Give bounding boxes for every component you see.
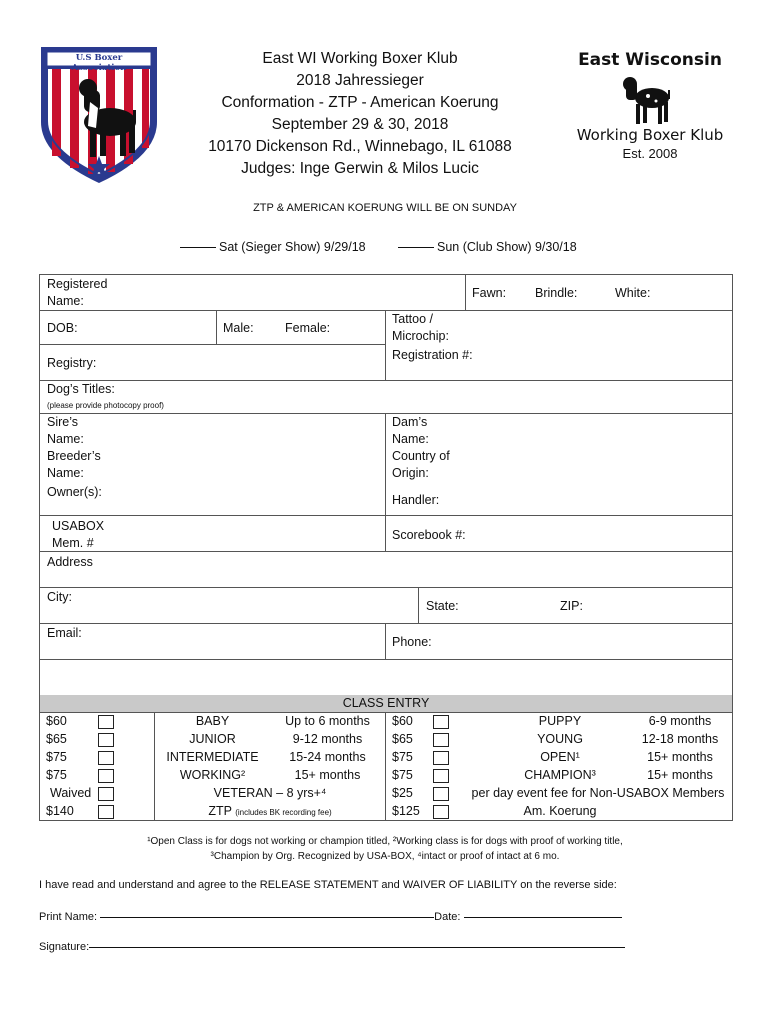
sunday-notice: ZTP & AMERICAN KOERUNG WILL BE ON SUNDAY xyxy=(253,202,517,214)
white-label: White: xyxy=(615,286,651,300)
class-fee-left-1: $65 xyxy=(46,732,67,746)
sat-show-blank[interactable] xyxy=(180,247,216,248)
owners-label: Owner(s): xyxy=(47,485,102,499)
class-fee-right-4: $25 xyxy=(392,786,413,800)
checkbox-baby[interactable] xyxy=(98,715,114,729)
class-name-puppy: PUPPY xyxy=(538,714,582,728)
class-age-champion: 15+ months xyxy=(647,768,713,782)
ewwbk-logo-est: Est. 2008 xyxy=(622,146,678,161)
event-fee-description: per day event fee for Non-USABOX Members xyxy=(471,786,725,800)
dob-label: DOB: xyxy=(47,321,78,335)
checkbox-koerung[interactable] xyxy=(433,805,449,819)
handler-label: Handler: xyxy=(392,493,440,507)
zip-label: ZIP: xyxy=(560,599,583,613)
class-fee-right-2: $75 xyxy=(392,750,413,764)
class-name-ztp: ZTP (includes BK recording fee) xyxy=(208,804,332,818)
female-label: Female: xyxy=(285,321,331,335)
print-name-row xyxy=(39,911,622,923)
class-fee-right-1: $65 xyxy=(392,732,413,746)
event-dates: September 29 & 30, 2018 xyxy=(271,116,449,133)
event-type: Conformation - ZTP - American Koerung xyxy=(221,94,499,111)
checkbox-champion[interactable] xyxy=(433,769,449,783)
address-label: Address xyxy=(47,555,93,569)
registered-name-label: Registered Name: xyxy=(47,277,108,308)
sun-show-option[interactable] xyxy=(398,240,577,254)
dogs-titles-label: Dog’s Titles: xyxy=(47,382,115,396)
date-field[interactable] xyxy=(464,917,622,918)
checkbox-young[interactable] xyxy=(433,733,449,747)
class-fee-left-2: $75 xyxy=(46,750,67,764)
print-name-field[interactable] xyxy=(100,917,434,918)
state-label: State: xyxy=(426,599,459,613)
print-name-label: Print Name: xyxy=(39,911,98,923)
registry-label: Registry: xyxy=(47,356,97,370)
class-name-junior: JUNIOR xyxy=(189,732,236,746)
phone-label: Phone: xyxy=(392,635,432,649)
dam-name-label: Dam’s Name: xyxy=(392,415,429,446)
class-age-working: 15+ months xyxy=(294,768,361,782)
class-fee-left-0: $60 xyxy=(46,714,67,728)
class-age-puppy: 6-9 months xyxy=(648,714,712,728)
class-name-koerung: Am. Koerung xyxy=(523,804,597,818)
city-label: City: xyxy=(47,590,72,604)
class-fee-left-3: $75 xyxy=(46,768,67,782)
sun-show-label: Sun (Club Show) 9/30/18 xyxy=(437,240,577,254)
footnote-line-1: ¹Open Class is for dogs not working or champion titled, ²Working class is for dogs with proof of working title, xyxy=(147,836,623,847)
class-fee-right-3: $75 xyxy=(392,768,413,782)
signature-row xyxy=(39,941,625,953)
usba-logo xyxy=(38,44,160,186)
class-name-young: YOUNG xyxy=(537,732,583,746)
checkbox-veteran[interactable] xyxy=(98,787,114,801)
release-statement: I have read and understand and agree to the RELEASE STATEMENT and WAIVER OF LIABILITY on the reverse side: xyxy=(39,879,617,891)
class-fee-right-5: $125 xyxy=(392,804,420,818)
sat-show-option[interactable] xyxy=(180,240,366,254)
event-judges: Judges: Inge Gerwin & Milos Lucic xyxy=(241,160,479,177)
email-label: Email: xyxy=(47,626,82,640)
fawn-label: Fawn: xyxy=(472,286,507,300)
class-name-veteran: VETERAN – 8 yrs+⁴ xyxy=(213,786,327,800)
male-label: Male: xyxy=(223,321,254,335)
checkbox-puppy[interactable] xyxy=(433,715,449,729)
class-name-working: WORKING² xyxy=(179,768,246,782)
ewwbk-logo-title: East Wisconsin xyxy=(578,50,722,70)
event-title: East WI Working Boxer Klub xyxy=(262,50,458,67)
boxer-dog-icon xyxy=(618,72,678,128)
class-age-junior: 9-12 months xyxy=(292,732,363,746)
class-entry-header: CLASS ENTRY xyxy=(40,695,732,712)
brindle-label: Brindle: xyxy=(535,286,578,300)
usabox-member-label: USABOX Mem. # xyxy=(52,519,105,550)
checkbox-open[interactable] xyxy=(433,751,449,765)
class-fee-left-4: Waived xyxy=(50,786,92,800)
checkbox-event-fee[interactable] xyxy=(433,787,449,801)
ewwbk-logo-subtitle: Working Boxer Klub xyxy=(576,126,724,144)
tattoo-microchip-label: Tattoo / Microchip: xyxy=(392,312,449,343)
checkbox-junior[interactable] xyxy=(98,733,114,747)
class-age-young: 12-18 months xyxy=(641,732,719,746)
event-year-title: 2018 Jahressieger xyxy=(296,72,424,89)
titles-note: (please provide photocopy proof) xyxy=(47,401,164,410)
country-of-origin-label: Country of Origin: xyxy=(392,449,450,480)
class-name-champion: CHAMPION³ xyxy=(524,768,596,782)
sire-name-label: Sire’s Name: xyxy=(47,415,84,446)
entry-form xyxy=(39,274,733,821)
sat-show-label: Sat (Sieger Show) 9/29/18 xyxy=(219,240,366,254)
footnote-line-2: ³Champion by Org. Recognized by USA-BOX, ⁴intact or proof of intact at 6 mo. xyxy=(210,851,560,862)
checkbox-ztp[interactable] xyxy=(98,805,114,819)
date-label: Date: xyxy=(434,911,461,923)
class-name-baby: BABY xyxy=(195,714,230,728)
checkbox-intermediate[interactable] xyxy=(98,751,114,765)
class-fee-left-5: $140 xyxy=(46,804,74,818)
class-name-open: OPEN¹ xyxy=(540,750,580,764)
registration-number-label: Registration #: xyxy=(392,348,473,362)
usba-logo-text: U.S Boxer Association xyxy=(71,53,127,73)
scorebook-label: Scorebook #: xyxy=(392,528,466,542)
checkbox-working[interactable] xyxy=(98,769,114,783)
signature-field[interactable] xyxy=(89,947,625,948)
breeder-name-label: Breeder’s Name: xyxy=(47,449,101,480)
class-age-open: 15+ months xyxy=(647,750,713,764)
class-age-intermediate: 15-24 months xyxy=(289,750,366,764)
class-fee-right-0: $60 xyxy=(392,714,413,728)
event-header xyxy=(180,48,540,180)
sun-show-blank[interactable] xyxy=(398,247,434,248)
signature-label: Signature: xyxy=(39,941,90,953)
event-address: 10170 Dickenson Rd., Winnebago, IL 61088 xyxy=(208,138,512,155)
class-name-intermediate: INTERMEDIATE xyxy=(166,750,259,764)
class-age-baby: Up to 6 months xyxy=(285,714,370,728)
ewwbk-logo xyxy=(560,50,740,170)
